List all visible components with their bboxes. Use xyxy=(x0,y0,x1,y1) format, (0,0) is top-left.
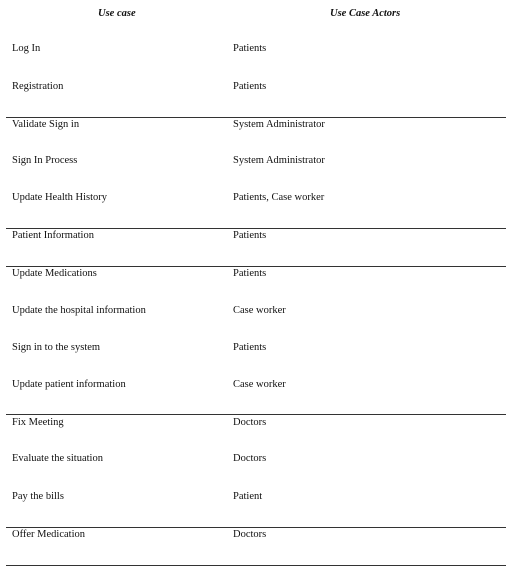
use-case-cell: Offer Medication xyxy=(12,529,85,540)
table-row xyxy=(0,119,516,139)
use-case-cell: Update Health History xyxy=(12,192,108,203)
actor-cell: System Administrator xyxy=(233,155,325,166)
actor-cell: Case worker xyxy=(233,379,286,390)
actor-cell: Doctors xyxy=(233,529,267,540)
actor-cell: Patient xyxy=(233,491,263,502)
use-case-cell: Sign in to the system xyxy=(12,342,101,353)
use-case-cell: Validate Sign in xyxy=(12,119,80,130)
table-row xyxy=(0,342,516,362)
actor-cell: Patients xyxy=(233,230,267,241)
use-case-cell: Registration xyxy=(12,81,64,92)
table-row xyxy=(0,453,516,473)
row-divider xyxy=(6,527,506,528)
table-row xyxy=(0,529,516,549)
row-divider xyxy=(6,266,506,267)
actor-cell: Case worker xyxy=(233,305,286,316)
use-case-cell: Sign In Process xyxy=(12,155,78,166)
row-divider xyxy=(6,117,506,118)
table-row xyxy=(0,268,516,288)
row-divider xyxy=(6,414,506,415)
table-row xyxy=(0,155,516,175)
use-case-cell: Evaluate the situation xyxy=(12,453,103,464)
table-row xyxy=(0,230,516,250)
use-case-cell: Update patient information xyxy=(12,379,126,390)
table-row xyxy=(0,81,516,101)
column-header-use-case-actors: Use Case Actors xyxy=(330,8,401,19)
table-row xyxy=(0,379,516,399)
column-header-use-case: Use case xyxy=(98,8,136,19)
use-case-cell: Update Medications xyxy=(12,268,97,279)
use-case-cell: Pay the bills xyxy=(12,491,64,502)
actor-cell: System Administrator xyxy=(233,119,325,130)
table-row xyxy=(0,491,516,511)
actor-cell: Patients xyxy=(233,268,267,279)
actor-cell: Patients xyxy=(233,43,267,54)
actor-cell: Doctors xyxy=(233,417,267,428)
use-case-cell: Fix Meeting xyxy=(12,417,64,428)
actor-cell: Patients xyxy=(233,342,267,353)
table-row xyxy=(0,305,516,325)
table-row xyxy=(0,43,516,63)
actor-cell: Doctors xyxy=(233,453,267,464)
actor-cell: Patients, Case worker xyxy=(233,192,325,203)
use-case-cell: Log In xyxy=(12,43,41,54)
use-case-cell: Patient Information xyxy=(12,230,94,241)
row-divider xyxy=(6,228,506,229)
use-case-cell: Update the hospital information xyxy=(12,305,146,316)
table-row xyxy=(0,417,516,437)
actor-cell: Patients xyxy=(233,81,267,92)
table-row xyxy=(0,192,516,212)
table-bottom-rule xyxy=(6,565,506,566)
